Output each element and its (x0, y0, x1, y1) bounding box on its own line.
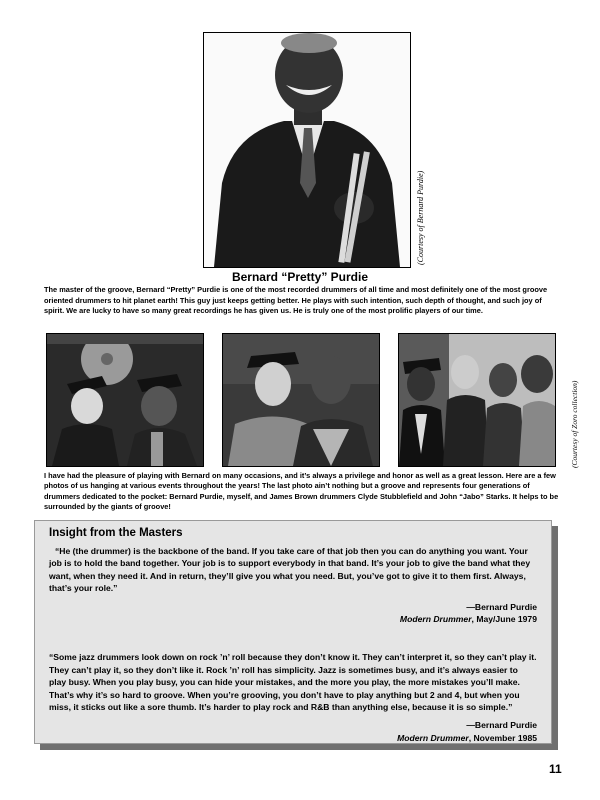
quote-2-source (49, 732, 537, 744)
photo-3 (398, 333, 556, 467)
photo-credit: (Courtesy of Bernard Purdie) (416, 170, 425, 265)
photo-2 (222, 333, 380, 467)
quote-1-text: “He (the drummer) is the backbone of the band. If you take care of that job then you can do anything you want. Your job is to hold the band together. Your job is to support everybody in that band. It’s your job to give the band what they want, when they need it. And in return, they’ll give you what you need. But, you’ve got to give it to them first. Always, that’s your role.” (49, 546, 531, 594)
quote-1-date: , May/June 1979 (471, 614, 537, 625)
quote-2-author: —Bernard Purdie (466, 720, 537, 731)
insight-box (34, 520, 552, 744)
quote-1-source (49, 613, 537, 625)
page-number: 11 (549, 762, 562, 776)
main-photo-title: Bernard “Pretty” Purdie (231, 270, 369, 284)
photo-1 (46, 333, 204, 467)
photo-row-caption: I have had the pleasure of playing with Bernard on many occasions, and it’s always a privilege and honor as well as a great lesson. Here are a few photos of us hanging at various events throughout the years! The last photo ain’t nothing but a groove and represents four generations of drummers dedicated to the pocket: Bernard Purdie, myself, and James Brown drummers Clyde Stubblefield and John “Jabo” Starks. It helps to be surrounded by the giants of groove! (44, 471, 559, 512)
quote-2-publication: Modern Drummer (397, 732, 469, 743)
quote-2-date: , November 1985 (468, 732, 537, 743)
photo-row-credit: (Courtesy of Zoro collection) (570, 380, 579, 468)
insight-title: Insight from the Masters (49, 527, 183, 539)
main-photo (203, 32, 411, 268)
quote-1-publication: Modern Drummer (399, 614, 472, 625)
quote-1-author: —Bernard Purdie (466, 601, 537, 612)
quote-2-text: “Some jazz drummers look down on rock ’n’ roll because they don’t know it. They can’t interpret it, so they can’t play it. They can’t play it, so they don’t like it. Rock ’n’ roll has simplicity. Jazz is sometimes busy, and it’s always easier to play busy. When you play busy, you can hide your mistakes, and the more you play, the more mistakes you’ll make. That’s why it’s so hard to groove. When you’re grooving, you don’t have to play anything but 2 and 4, but when you miss, it sticks out like a sore thumb. It’s harder to play rock and R&B than anything else, because it is so simple.” (49, 652, 537, 713)
main-photo-caption: The master of the groove, Bernard “Pretty” Purdie is one of the most recorded drummers of all time and most definitely one of the most groove oriented drummers to hit planet earth! This guy just keeps getting better. He plays with such intention, such depth of thought, and such joy of spirit. We are lucky to have so many great recordings he has given us. He is truly one of the most prolific players of our time. (44, 285, 548, 316)
